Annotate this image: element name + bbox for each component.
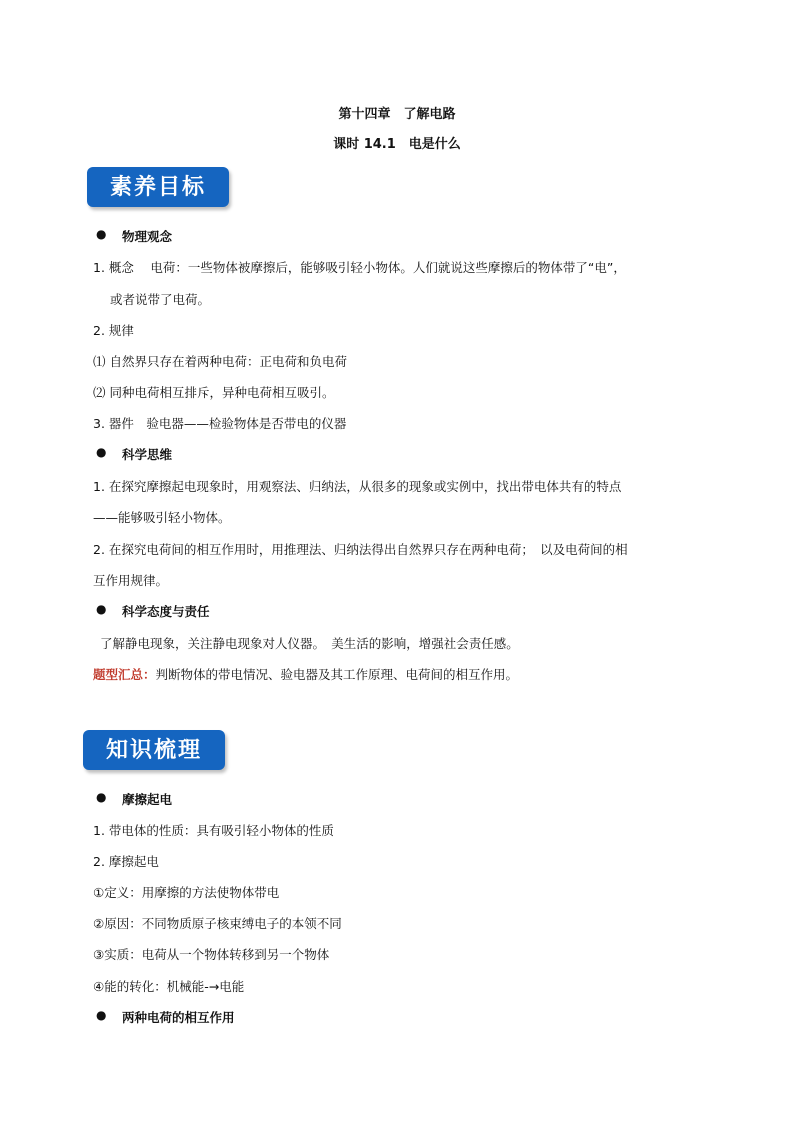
chapter-title: 第十四章 了解电路 [338, 107, 456, 122]
text-line: ②原因：不同物质原子核束缚电子的本领不同 [93, 916, 342, 931]
bullet-icon: ● [96, 227, 107, 241]
text-line: 2. 规律 [93, 323, 134, 338]
text-line: 2. 摩擦起电 [93, 854, 159, 869]
heading-attitude-responsibility: 科学态度与责任 [122, 604, 210, 619]
heading-scientific-thinking: 科学思维 [122, 447, 173, 462]
summary-text: 判断物体的带电情况、验电器及其工作原理、电荷间的相互作用。 [155, 667, 519, 682]
text-line: 2. 在探究电荷间的相互作用时，用推理法、归纳法得出自然界只存在两种电荷； 以及电荷间的相 [93, 542, 628, 557]
text-line: 1. 带电体的性质：具有吸引轻小物体的性质 [93, 823, 334, 838]
lesson-title: 课时 14.1 电是什么 [333, 137, 461, 152]
text-line: 3. 器件 验电器——检验物体是否带电的仪器 [93, 416, 347, 431]
bullet-icon: ● [96, 445, 107, 459]
bullet-icon: ● [96, 602, 107, 616]
bullet-icon: ● [96, 1008, 107, 1022]
summary-label: 题型汇总： [93, 667, 156, 682]
text-line: 或者说带了电荷。 [110, 292, 211, 307]
section-banner-goals: 素养目标 [87, 167, 229, 207]
heading-physics-concept: 物理观念 [122, 229, 173, 244]
text-line: ③实质：电荷从一个物体转移到另一个物体 [93, 947, 330, 962]
text-line: 互作用规律。 [93, 573, 169, 588]
text-line: 1. 在探究摩擦起电现象时，用观察法、归纳法，从很多的现象或实例中，找出带电体共有的特点 [93, 479, 622, 494]
text-line: 1. 概念 电荷：一些物体被摩擦后，能够吸引轻小物体。人们就说这些摩擦后的物体带了“电”， [93, 260, 626, 275]
bullet-icon: ● [96, 790, 107, 804]
heading-friction-electricity: 摩擦起电 [122, 792, 173, 807]
text-line: 了解静电现象，关注静电现象对人仪器。 美生活的影响，增强社会责任感。 [100, 636, 519, 651]
summary-line [93, 665, 518, 683]
text-line: ⑴ 自然界只存在着两种电荷：正电荷和负电荷 [93, 354, 347, 369]
text-line: ⑵ 同种电荷相互排斥，异种电荷相互吸引。 [93, 385, 335, 400]
heading-two-charges: 两种电荷的相互作用 [122, 1010, 235, 1025]
text-line: ①定义：用摩擦的方法使物体带电 [93, 885, 280, 900]
section-banner-knowledge: 知识梳理 [83, 730, 225, 770]
text-line: ④能的转化：机械能-→电能 [93, 979, 245, 994]
text-line: ——能够吸引轻小物体。 [93, 510, 231, 525]
